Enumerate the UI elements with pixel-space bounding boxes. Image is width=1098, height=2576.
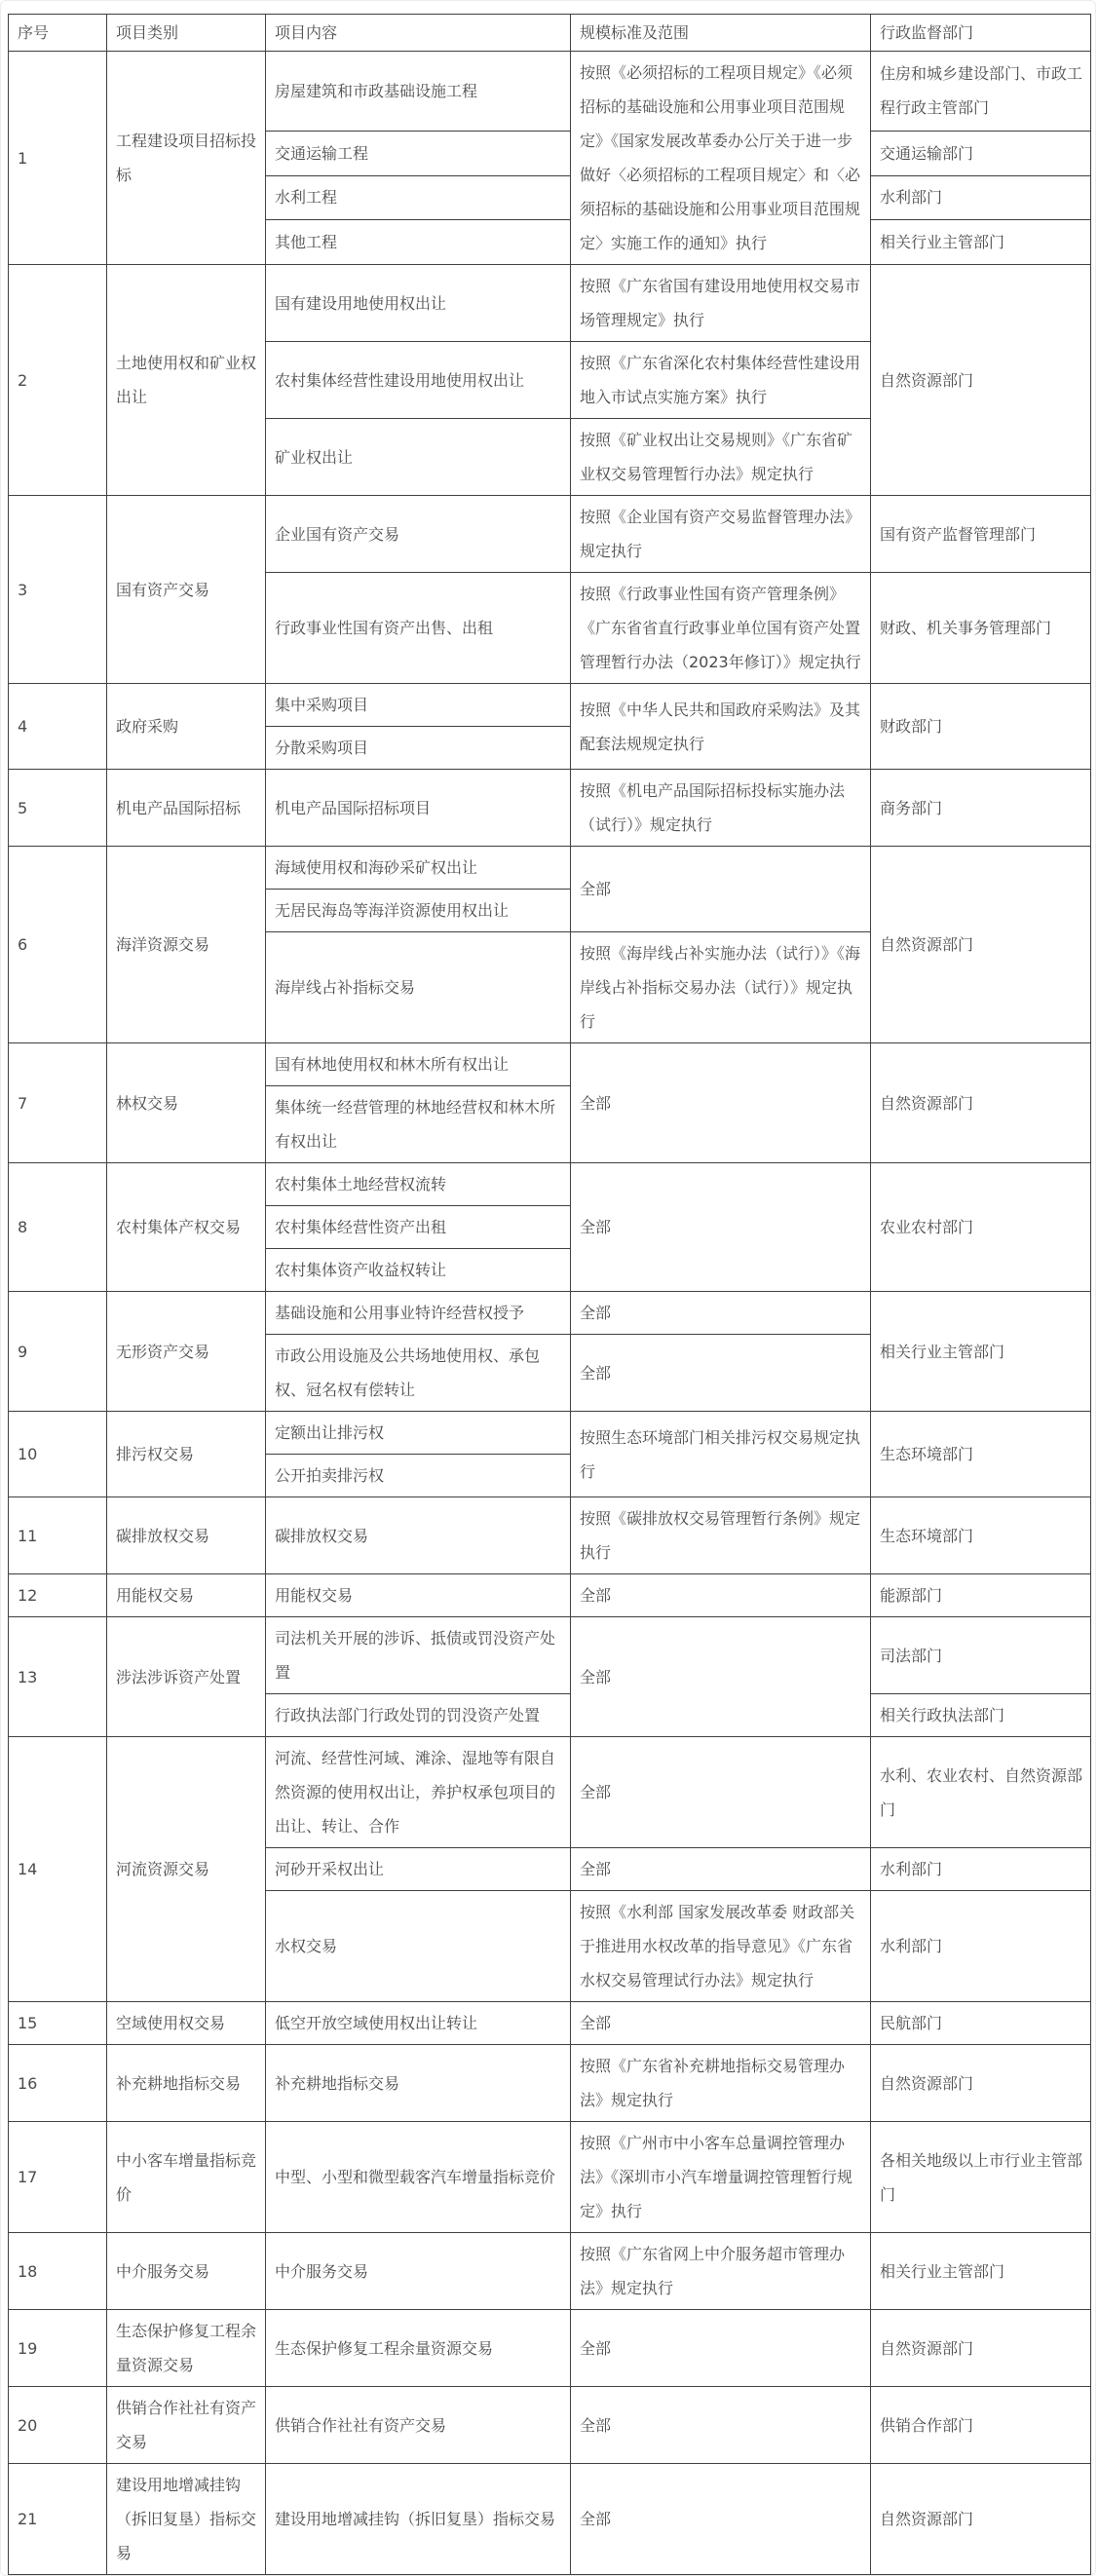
table-row — [9, 1043, 1091, 1086]
dept-cell: 自然资源部门 — [871, 1043, 1091, 1163]
dept-cell: 生态环境部门 — [871, 1497, 1091, 1574]
category-cell: 涉法涉诉资产处置 — [107, 1617, 266, 1737]
content-cell: 海域使用权和海砂采矿权出让 — [266, 847, 571, 890]
scope-cell: 按照《水利部 国家发展改革委 财政部关于推进用水权改革的指导意见》《广东省水权交易管理试行办法》规定执行 — [571, 1891, 871, 2002]
scope-cell: 按照生态环境部门相关排污权交易规定执行 — [571, 1412, 871, 1497]
dept-cell: 交通运输部门 — [871, 131, 1091, 175]
table-row — [9, 2122, 1091, 2233]
content-cell: 分散采购项目 — [266, 727, 571, 770]
scope-cell: 全部 — [571, 1617, 871, 1737]
dept-cell: 住房和城乡建设部门、市政工程行政主管部门 — [871, 52, 1091, 132]
table-row — [9, 847, 1091, 890]
row-number-cell: 1 — [9, 52, 107, 265]
content-cell: 市政公用设施及公共场地使用权、承包权、冠名权有偿转让 — [266, 1335, 571, 1412]
table-row — [9, 1412, 1091, 1455]
scope-cell: 按照《企业国有资产交易监督管理办法》规定执行 — [571, 496, 871, 573]
row-number-cell: 15 — [9, 2002, 107, 2045]
row-number-cell: 17 — [9, 2122, 107, 2233]
dept-cell: 相关行业主管部门 — [871, 2233, 1091, 2310]
row-number-cell: 18 — [9, 2233, 107, 2310]
row-number-cell: 13 — [9, 1617, 107, 1737]
content-cell: 用能权交易 — [266, 1574, 571, 1617]
dept-cell: 财政、机关事务管理部门 — [871, 573, 1091, 684]
category-cell: 碳排放权交易 — [107, 1497, 266, 1574]
content-cell: 生态保护修复工程余量资源交易 — [266, 2310, 571, 2387]
dept-cell: 能源部门 — [871, 1574, 1091, 1617]
scope-cell: 按照《广州市中小客车总量调控管理办法》《深圳市小汽车增量调控管理暂行规定》执行 — [571, 2122, 871, 2233]
category-cell: 生态保护修复工程余量资源交易 — [107, 2310, 266, 2387]
category-cell: 国有资产交易 — [107, 496, 266, 684]
table-row — [9, 1163, 1091, 1206]
dept-cell: 供销合作部门 — [871, 2387, 1091, 2464]
dept-cell: 水利部门 — [871, 1848, 1091, 1891]
scope-cell: 全部 — [571, 847, 871, 932]
dept-cell: 自然资源部门 — [871, 2045, 1091, 2122]
dept-cell: 水利、农业农村、自然资源部门 — [871, 1737, 1091, 1848]
category-cell: 无形资产交易 — [107, 1292, 266, 1412]
row-number-cell: 10 — [9, 1412, 107, 1497]
table-row — [9, 684, 1091, 727]
scope-cell: 按照《碳排放权交易管理暂行条例》规定执行 — [571, 1497, 871, 1574]
dept-cell: 自然资源部门 — [871, 2310, 1091, 2387]
scope-cell: 全部 — [571, 1163, 871, 1292]
content-cell: 矿业权出让 — [266, 419, 571, 496]
header-serial-number: 序号 — [9, 15, 107, 52]
content-cell: 海岸线占补指标交易 — [266, 932, 571, 1043]
scope-cell: 全部 — [571, 1848, 871, 1891]
scope-cell: 按照《中华人民共和国政府采购法》及其配套法规规定执行 — [571, 684, 871, 770]
table-row — [9, 2310, 1091, 2387]
content-cell: 农村集体经营性资产出租 — [266, 1206, 571, 1249]
scope-cell: 按照《广东省网上中介服务超市管理办法》规定执行 — [571, 2233, 871, 2310]
scope-cell: 按照《行政事业性国有资产管理条例》《广东省省直行政事业单位国有资产处置管理暂行办法（2023年修订）》规定执行 — [571, 573, 871, 684]
category-cell: 供销合作社社有资产交易 — [107, 2387, 266, 2464]
table-row — [9, 2002, 1091, 2045]
table-row — [9, 52, 1091, 132]
table-row — [9, 265, 1091, 342]
dept-cell: 自然资源部门 — [871, 847, 1091, 1043]
scope-cell: 全部 — [571, 1043, 871, 1163]
content-cell: 司法机关开展的涉诉、抵债或罚没资产处置 — [266, 1617, 571, 1694]
scope-cell: 全部 — [571, 2464, 871, 2575]
content-cell: 行政事业性国有资产出售、出租 — [266, 573, 571, 684]
content-cell: 补充耕地指标交易 — [266, 2045, 571, 2122]
dept-cell: 相关行政执法部门 — [871, 1694, 1091, 1737]
content-cell: 国有林地使用权和林木所有权出让 — [266, 1043, 571, 1086]
dept-cell: 财政部门 — [871, 684, 1091, 770]
dept-cell: 各相关地级以上市行业主管部门 — [871, 2122, 1091, 2233]
category-cell: 补充耕地指标交易 — [107, 2045, 266, 2122]
row-number-cell: 19 — [9, 2310, 107, 2387]
public-resource-trading-catalog-table — [8, 14, 1091, 2575]
content-cell: 中介服务交易 — [266, 2233, 571, 2310]
header-row — [9, 15, 1091, 52]
category-cell: 用能权交易 — [107, 1574, 266, 1617]
dept-cell: 商务部门 — [871, 770, 1091, 847]
row-number-cell: 8 — [9, 1163, 107, 1292]
content-cell: 房屋建筑和市政基础设施工程 — [266, 52, 571, 132]
table-row — [9, 2233, 1091, 2310]
content-cell: 河砂开采权出让 — [266, 1848, 571, 1891]
row-number-cell: 7 — [9, 1043, 107, 1163]
scope-cell: 按照《广东省国有建设用地使用权交易市场管理规定》执行 — [571, 265, 871, 342]
content-cell: 建设用地增减挂钩（拆旧复垦）指标交易 — [266, 2464, 571, 2575]
scope-cell: 全部 — [571, 1292, 871, 1335]
table-row — [9, 1292, 1091, 1335]
content-cell: 集体统一经营管理的林地经营权和林木所有权出让 — [266, 1086, 571, 1163]
content-cell: 无居民海岛等海洋资源使用权出让 — [266, 890, 571, 932]
scope-cell: 全部 — [571, 1737, 871, 1848]
category-cell: 河流资源交易 — [107, 1737, 266, 2002]
category-cell: 中小客车增量指标竞价 — [107, 2122, 266, 2233]
table-row — [9, 2464, 1091, 2575]
content-cell: 企业国有资产交易 — [266, 496, 571, 573]
content-cell: 行政执法部门行政处罚的罚没资产处置 — [266, 1694, 571, 1737]
category-cell: 海洋资源交易 — [107, 847, 266, 1043]
dept-cell: 民航部门 — [871, 2002, 1091, 2045]
content-cell: 农村集体土地经营权流转 — [266, 1163, 571, 1206]
scope-cell: 按照《海岸线占补实施办法（试行）》《海岸线占补指标交易办法（试行）》规定执行 — [571, 932, 871, 1043]
category-cell: 建设用地增减挂钩（拆旧复垦）指标交易 — [107, 2464, 266, 2575]
table-row — [9, 2045, 1091, 2122]
table-row — [9, 1574, 1091, 1617]
content-cell: 国有建设用地使用权出让 — [266, 265, 571, 342]
row-number-cell: 2 — [9, 265, 107, 496]
category-cell: 农村集体产权交易 — [107, 1163, 266, 1292]
dept-cell: 水利部门 — [871, 175, 1091, 220]
row-number-cell: 11 — [9, 1497, 107, 1574]
content-cell: 水利工程 — [266, 175, 571, 220]
category-cell: 中介服务交易 — [107, 2233, 266, 2310]
table-row — [9, 1497, 1091, 1574]
row-number-cell: 14 — [9, 1737, 107, 2002]
dept-cell: 国有资产监督管理部门 — [871, 496, 1091, 573]
content-cell: 碳排放权交易 — [266, 1497, 571, 1574]
category-cell: 机电产品国际招标 — [107, 770, 266, 847]
content-cell: 其他工程 — [266, 220, 571, 265]
scope-cell: 全部 — [571, 2310, 871, 2387]
table-row — [9, 2387, 1091, 2464]
content-cell: 机电产品国际招标项目 — [266, 770, 571, 847]
content-cell: 公开拍卖排污权 — [266, 1455, 571, 1497]
row-number-cell: 3 — [9, 496, 107, 684]
dept-cell: 司法部门 — [871, 1617, 1091, 1694]
row-number-cell: 5 — [9, 770, 107, 847]
dept-cell: 相关行业主管部门 — [871, 1292, 1091, 1412]
scope-cell: 按照《必须招标的工程项目规定》《必须招标的基础设施和公用事业项目范围规定》《国家发展改革委办公厅关于进一步做好〈必须招标的工程项目规定〉和〈必须招标的基础设施和公用事业项目范围规定〉实施工作的通知》执行 — [571, 52, 871, 265]
row-number-cell: 12 — [9, 1574, 107, 1617]
scope-cell: 按照《广东省深化农村集体经营性建设用地入市试点实施方案》执行 — [571, 342, 871, 419]
content-cell: 集中采购项目 — [266, 684, 571, 727]
row-number-cell: 20 — [9, 2387, 107, 2464]
header-project-content: 项目内容 — [266, 15, 571, 52]
row-number-cell: 21 — [9, 2464, 107, 2575]
content-cell: 河流、经营性河域、滩涂、湿地等有限自然资源的使用权出让，养护权承包项目的出让、转让、合作 — [266, 1737, 571, 1848]
category-cell: 空域使用权交易 — [107, 2002, 266, 2045]
content-cell: 水权交易 — [266, 1891, 571, 2002]
content-cell: 农村集体经营性建设用地使用权出让 — [266, 342, 571, 419]
category-cell: 林权交易 — [107, 1043, 266, 1163]
dept-cell: 农业农村部门 — [871, 1163, 1091, 1292]
scope-cell: 全部 — [571, 1335, 871, 1412]
category-cell: 政府采购 — [107, 684, 266, 770]
row-number-cell: 16 — [9, 2045, 107, 2122]
dept-cell: 生态环境部门 — [871, 1412, 1091, 1497]
scope-cell: 全部 — [571, 1574, 871, 1617]
header-project-category: 项目类别 — [107, 15, 266, 52]
dept-cell: 水利部门 — [871, 1891, 1091, 2002]
content-cell: 供销合作社社有资产交易 — [266, 2387, 571, 2464]
scope-cell: 按照《矿业权出让交易规则》《广东省矿业权交易管理暂行办法》规定执行 — [571, 419, 871, 496]
dept-cell: 自然资源部门 — [871, 2464, 1091, 2575]
table-row — [9, 1737, 1091, 1848]
scope-cell: 全部 — [571, 2002, 871, 2045]
category-cell: 土地使用权和矿业权出让 — [107, 265, 266, 496]
row-number-cell: 9 — [9, 1292, 107, 1412]
category-cell: 排污权交易 — [107, 1412, 266, 1497]
table-row — [9, 1617, 1091, 1694]
table-row — [9, 770, 1091, 847]
row-number-cell: 6 — [9, 847, 107, 1043]
scope-cell: 全部 — [571, 2387, 871, 2464]
dept-cell: 相关行业主管部门 — [871, 220, 1091, 265]
header-supervision-department: 行政监督部门 — [871, 15, 1091, 52]
table-row — [9, 496, 1091, 573]
row-number-cell: 4 — [9, 684, 107, 770]
content-cell: 基础设施和公用事业特许经营权授予 — [266, 1292, 571, 1335]
content-cell: 中型、小型和微型载客汽车增量指标竞价 — [266, 2122, 571, 2233]
category-cell: 工程建设项目招标投标 — [107, 52, 266, 265]
header-scale-standard-scope: 规模标准及范围 — [571, 15, 871, 52]
content-cell: 低空开放空域使用权出让转让 — [266, 2002, 571, 2045]
content-cell: 农村集体资产收益权转让 — [266, 1249, 571, 1292]
scope-cell: 按照《机电产品国际招标投标实施办法（试行）》规定执行 — [571, 770, 871, 847]
dept-cell: 自然资源部门 — [871, 265, 1091, 496]
content-cell: 交通运输工程 — [266, 131, 571, 175]
content-cell: 定额出让排污权 — [266, 1412, 571, 1455]
scope-cell: 按照《广东省补充耕地指标交易管理办法》规定执行 — [571, 2045, 871, 2122]
